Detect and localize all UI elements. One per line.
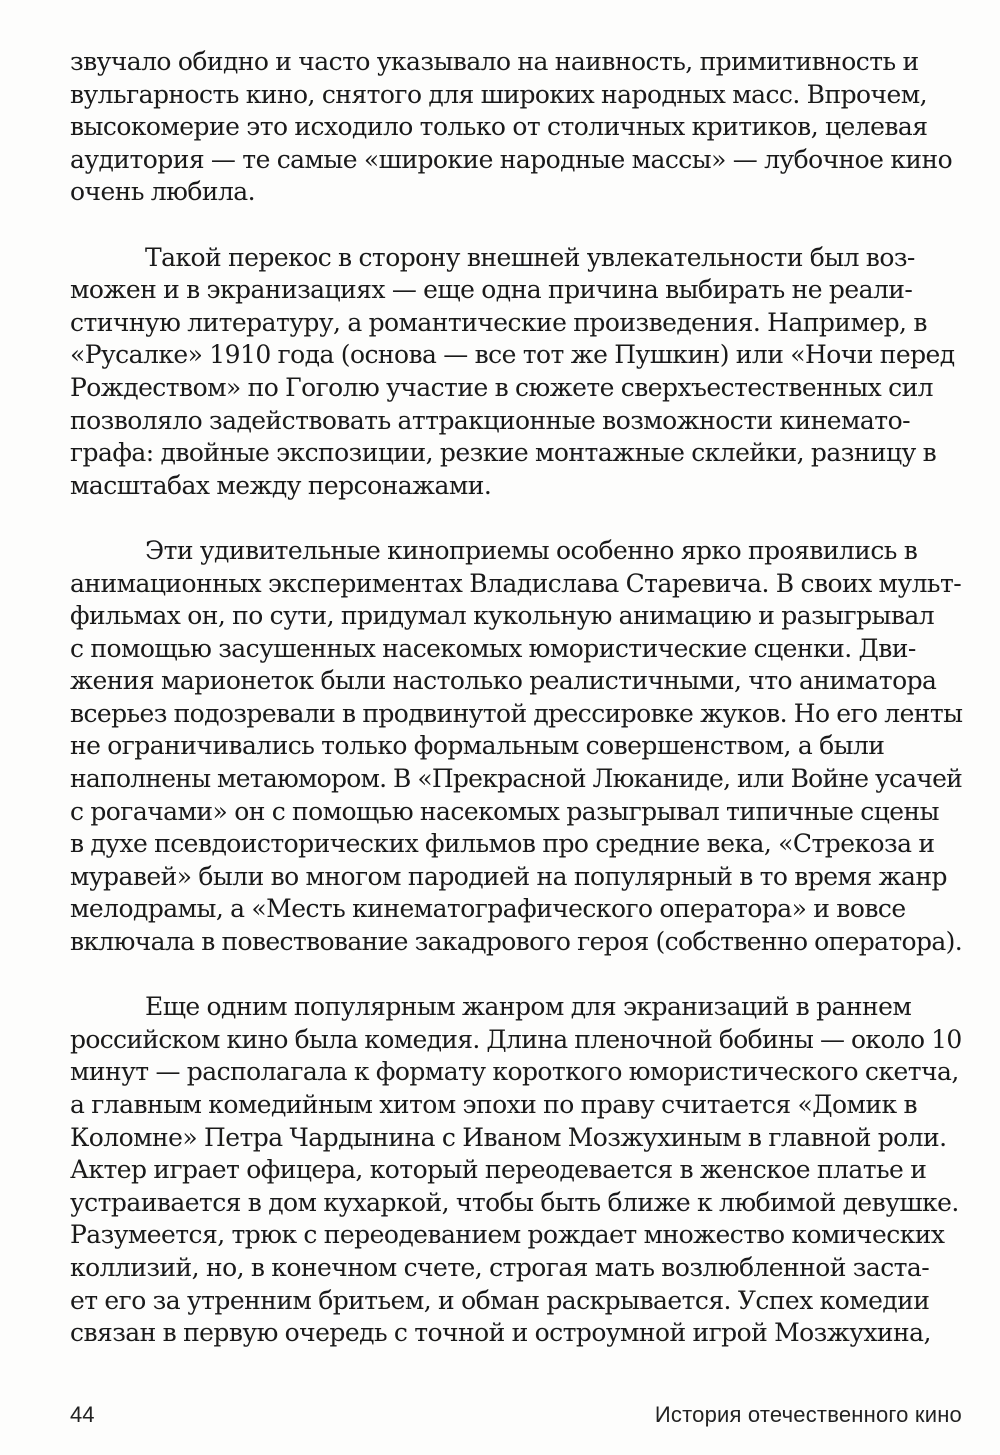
paragraph xyxy=(70,535,962,959)
text-line: графа: двойные экспозиции, резкие монтажные склейки, разницу в xyxy=(70,438,937,468)
text-line: Рождеством» по Гоголю участие в сюжете сверхъестественных сил xyxy=(70,372,934,402)
text-line: наполнены метаюмором. В «Прекрасной Люканиде, или Войне усачей xyxy=(70,764,963,794)
text-line: муравей» были во многом пародией на популярный в то время жанр xyxy=(70,861,947,891)
text-line: с рогачами» он с помощью насекомых разыгрывал типичные сцены xyxy=(70,796,939,826)
text-line: мелодрамы, а «Месть кинематографического оператора» и вовсе xyxy=(70,894,906,924)
page-number: 44 xyxy=(70,1402,95,1427)
text-line: не ограничивались только формальным совершенством, а были xyxy=(70,731,885,761)
text-line: в духе псевдоисторических фильмов про средние века, «Стрекоза и xyxy=(70,829,935,859)
paragraph xyxy=(70,46,962,209)
running-title: История отечественного кино xyxy=(654,1402,962,1427)
page-footer xyxy=(70,1402,962,1438)
text-line: устраивается в дом кухаркой, чтобы быть ближе к любимой девушке. xyxy=(70,1187,959,1217)
text-line: включала в повествование закадрового героя (собственно оператора). xyxy=(70,927,963,957)
paragraph xyxy=(70,991,962,1350)
text-line: связан в первую очередь с точной и остроумной игрой Мозжухина, xyxy=(70,1318,931,1348)
text-line: стичную литературу, а романтические произведения. Например, в xyxy=(70,307,927,337)
text-line: вульгарность кино, снятого для широких народных масс. Впрочем, xyxy=(70,79,928,109)
text-line: анимационных экспериментах Владислава Старевича. В своих мульт- xyxy=(70,568,962,598)
text-line: масштабах между персонажами. xyxy=(70,470,492,500)
text-line: российском кино была комедия. Длина пленочной бобины — около 10 xyxy=(70,1024,962,1054)
text-line: Эти удивительные киноприемы особенно ярко проявились в xyxy=(145,535,918,565)
text-line: коллизий, но, в конечном счете, строгая мать возлюбленной заста- xyxy=(70,1252,930,1282)
text-line: Актер играет офицера, который переодевается в женское платье и xyxy=(70,1155,927,1185)
paragraph xyxy=(70,242,962,503)
text-line: жения марионеток были настолько реалистичными, что аниматора xyxy=(70,666,937,696)
text-line: звучало обидно и часто указывало на наивность, примитивность и xyxy=(70,47,919,76)
body-text xyxy=(70,46,962,1350)
text-line: аудитория — те самые «широкие народные массы» — лубочное кино xyxy=(70,144,953,174)
text-line: Еще одним популярным жанром для экранизаций в раннем xyxy=(145,992,912,1022)
text-line: фильмах он, по сути, придумал кукольную анимацию и разыгрывал xyxy=(70,601,935,631)
text-line: ет его за утренним бритьем, и обман раскрывается. Успех комедии xyxy=(70,1285,930,1315)
text-line: Такой перекос в сторону внешней увлекательности был воз- xyxy=(145,242,915,272)
text-line: очень любила. xyxy=(70,177,256,207)
text-line: «Русалке» 1910 года (основа — все тот же Пушкин) или «Ночи перед xyxy=(70,340,955,370)
text-line: позволяло задействовать аттракционные возможности кинемато- xyxy=(70,405,910,435)
text-line: минут — располагала к формату короткого юмористического скетча, xyxy=(70,1057,959,1087)
text-line: всерьез подозревали в продвинутой дрессировке жуков. Но его ленты xyxy=(70,698,963,728)
text-line: можен и в экранизациях — еще одна причина выбирать не реали- xyxy=(70,275,913,305)
text-line: Коломне» Петра Чардынина с Иваном Мозжухиным в главной роли. xyxy=(70,1122,947,1152)
text-line: с помощью засушенных насекомых юмористические сценки. Дви- xyxy=(70,633,916,663)
text-line: а главным комедийным хитом эпохи по праву считается «Домик в xyxy=(70,1090,917,1119)
text-line: Разумеется, трюк с переодеванием рождает множество комических xyxy=(70,1220,945,1250)
text-line: высокомерие это исходило только от столичных критиков, целевая xyxy=(70,112,928,142)
